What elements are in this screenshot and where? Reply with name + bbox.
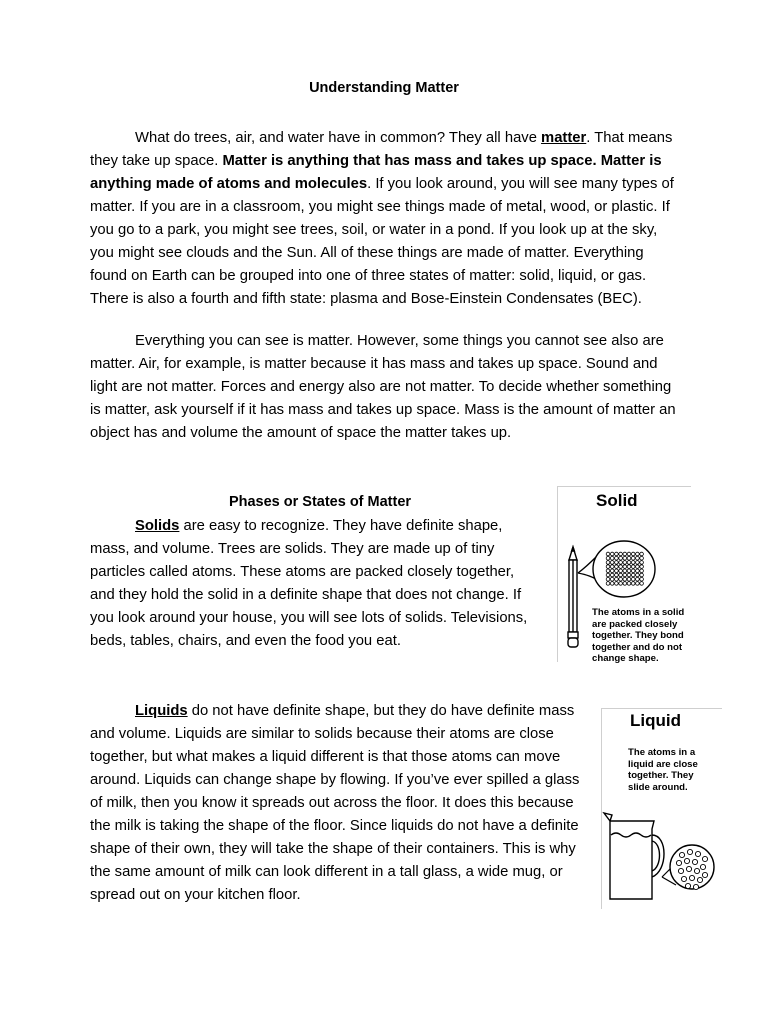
- atom: [631, 577, 635, 581]
- liquids-text: do not have definite shape, but they do have definite mass and volume. Liquids are similar to solids because their atoms are close together, but what makes a liquid different is that those atoms can move around. Liquids can change shape by flowing. If you’ve ever spilled a glass of milk, then you know it spreads out across the floor. It does this because the milk is taking the shape of the floor. Since liquids do not have a definite shape of their own, they will take the shape of their containers. This is why the same amount of milk can look different in a tall glass, a wide mug, or spread out on your kitchen floor.: [90, 703, 580, 903]
- atom: [606, 556, 610, 560]
- atom: [640, 569, 644, 573]
- atom: [623, 565, 627, 569]
- atom: [681, 876, 686, 881]
- atom: [636, 569, 640, 573]
- atom: [700, 864, 705, 869]
- atom: [623, 582, 627, 586]
- atom: [627, 565, 631, 569]
- atom: [627, 556, 631, 560]
- atom: [610, 565, 614, 569]
- atom: [619, 569, 623, 573]
- atom: [684, 858, 689, 863]
- atom: [623, 552, 627, 556]
- atom: [619, 573, 623, 577]
- atom: [697, 877, 702, 882]
- atom: [694, 868, 699, 873]
- liquid-figure-caption: The atoms in a liquid are close together. They slide around.: [628, 747, 698, 793]
- atom: [623, 561, 627, 565]
- atom: [679, 852, 684, 857]
- atom: [640, 582, 644, 586]
- liquid-figure: [601, 708, 722, 909]
- intro-text-1: What do trees, air, and water have in common? They all have: [135, 130, 542, 146]
- atom: [606, 569, 610, 573]
- solid-figure-title: Solid: [596, 491, 638, 510]
- atom: [610, 573, 614, 577]
- atom: [640, 552, 644, 556]
- matter-term: matter: [541, 130, 587, 146]
- matter-definition: Matter is anything that has mass and takes up space. Matter is anything made of atoms and molecules: [90, 153, 662, 192]
- solid-atom-grid: [606, 552, 643, 585]
- atom: [610, 552, 614, 556]
- atom: [631, 565, 635, 569]
- intro-text-2: . That means they take up space.: [90, 130, 673, 169]
- atom: [615, 556, 619, 560]
- atom: [640, 577, 644, 581]
- atom: [627, 552, 631, 556]
- atom: [610, 577, 614, 581]
- atom: [636, 573, 640, 577]
- atom: [615, 552, 619, 556]
- atom: [636, 556, 640, 560]
- atom: [606, 565, 610, 569]
- solid-figure: [557, 486, 691, 662]
- atom: [619, 552, 623, 556]
- atom: [627, 573, 631, 577]
- atom: [631, 573, 635, 577]
- atom: [687, 849, 692, 854]
- atom: [610, 561, 614, 565]
- atom: [631, 561, 635, 565]
- pitcher-icon: [602, 709, 722, 909]
- atom: [615, 582, 619, 586]
- atom: [678, 868, 683, 873]
- atom: [640, 573, 644, 577]
- atom: [606, 573, 610, 577]
- atom: [627, 577, 631, 581]
- atom: [676, 860, 681, 865]
- intro-paragraph: [90, 127, 678, 311]
- atom: [631, 569, 635, 573]
- atom: [636, 565, 640, 569]
- atom: [615, 573, 619, 577]
- atom: [627, 582, 631, 586]
- solids-text: are easy to recognize. They have definite shape, mass, and volume. Trees are solids. They are made up of tiny particles called atoms. These atoms are packed closely together, and they hold the solid in a definite shape that does not change. If you look around your house, you will see lots of solids. Televisions, beds, tables, chairs, and even the food you eat.: [90, 518, 528, 649]
- atom: [686, 866, 691, 871]
- atom: [610, 582, 614, 586]
- atom: [615, 569, 619, 573]
- liquids-paragraph: [90, 700, 592, 907]
- atom: [615, 565, 619, 569]
- solids-term: Solids: [135, 518, 180, 534]
- atom: [636, 552, 640, 556]
- atom: [685, 883, 690, 888]
- atom: [631, 552, 635, 556]
- atom: [702, 856, 707, 861]
- atom: [693, 884, 698, 889]
- atom: [610, 569, 614, 573]
- atom: [606, 552, 610, 556]
- atom: [606, 561, 610, 565]
- atom: [623, 577, 627, 581]
- liquid-figure-title: Liquid: [630, 711, 681, 730]
- solid-figure-caption: The atoms in a solid are packed closely together. They bond together and do not change shape.: [592, 607, 685, 664]
- atom: [636, 582, 640, 586]
- atom: [619, 582, 623, 586]
- atom: [627, 561, 631, 565]
- atom: [615, 561, 619, 565]
- atom: [631, 582, 635, 586]
- liquids-term: Liquids: [135, 703, 188, 719]
- atom: [623, 573, 627, 577]
- page-title: Understanding Matter: [309, 80, 459, 96]
- atom: [619, 561, 623, 565]
- intro-text-3: . If you look around, you will see many types of matter. If you are in a classroom, you might see things made of metal, wood, or plastic. If you go to a park, you might see trees, soil, or water in a pond. If you look up at the sky, you might see clouds and the Sun. All of these things are made of matter. Everything found on Earth can be grouped into one of three states of matter: solid, liquid, or gas. There is also a fourth and fifth state: plasma and Bose-Einstein Condensates (BEC).: [90, 176, 674, 307]
- solids-paragraph: [90, 515, 540, 653]
- atom: [689, 875, 694, 880]
- atom: [695, 851, 700, 856]
- atom: [692, 859, 697, 864]
- atom: [610, 556, 614, 560]
- atom: [640, 561, 644, 565]
- atom: [615, 577, 619, 581]
- atom: [636, 561, 640, 565]
- atom: [623, 556, 627, 560]
- atom: [627, 569, 631, 573]
- atom: [623, 569, 627, 573]
- atom: [636, 577, 640, 581]
- atom: [702, 872, 707, 877]
- atom: [640, 565, 644, 569]
- atom: [619, 565, 623, 569]
- atom: [640, 556, 644, 560]
- atom: [631, 556, 635, 560]
- atom: [619, 577, 623, 581]
- atom: [606, 582, 610, 586]
- section-heading: Phases or States of Matter: [228, 494, 412, 510]
- atom: [619, 556, 623, 560]
- atom: [606, 577, 610, 581]
- matter-paragraph: Everything you can see is matter. However, some things you cannot see also are matter. Air, for example, is matter because it has mass and takes up space. Sound and light are not matter. Forces and energy also are not matter. To decide whether something is matter, ask yourself if it has mass and takes up space. Mass is the amount of matter an object has and volume the amount of space the matter takes up.: [90, 333, 676, 441]
